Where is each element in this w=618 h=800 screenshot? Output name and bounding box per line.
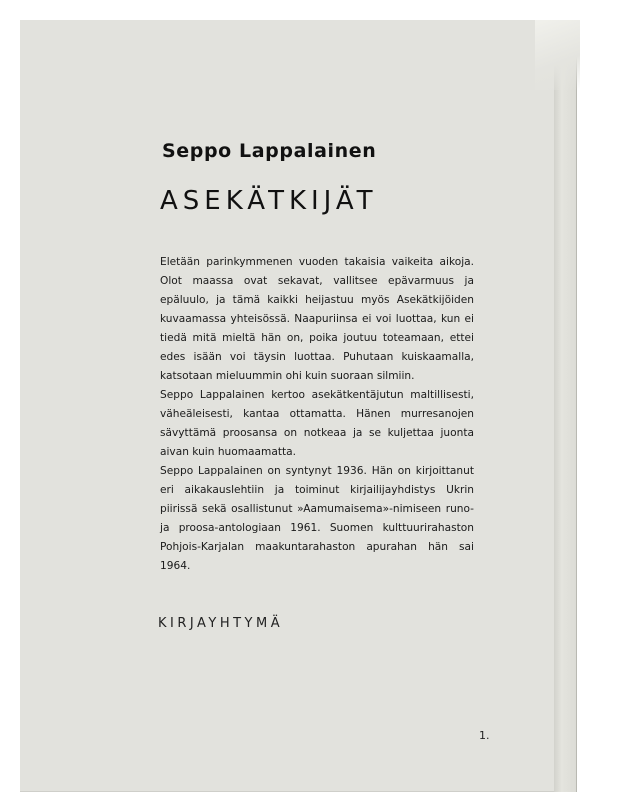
blurb-paragraph: Eletään parinkymmenen vuoden takaisia vaikeita aikoja. Olot maassa ovat sekavat, vallitsee epävarmuus ja epäluulo, ja tämä kaikki heijastuu myös Asekätkijöiden kuvaamassa yhteisössä. Naapuriinsa ei voi luottaa, kun ei tiedä mitä mieltä hän on, poika joutuu toteamaan, ettei edes isään voi täysin luottaa. Puhutaan kuiskaamalla, katsotaan mieluummin ohi kuin suoraan silmiin.: [160, 256, 474, 382]
blurb-text: [160, 253, 474, 576]
blurb-paragraph: Seppo Lappalainen kertoo asekätkentäjutun maltillisesti, väheäleisesti, kantaa ottamatta. Hänen murresanojen sävyttämä proosansa on notkeaa ja se kuljettaa juonta aivan kuin huomaamatta.: [160, 389, 474, 458]
publisher-name: KIRJAYHTYMÄ: [158, 616, 284, 631]
book-title: ASEKÄTKIJÄT: [160, 186, 378, 216]
cover-wear-mark: [535, 20, 580, 90]
blurb-paragraph: Seppo Lappalainen on syntynyt 1936. Hän on kirjoittanut eri aikakauslehtiin ja toiminut kirjailijayhdistys Ukrin piirissä sekä osallistunut »Aamumaisema»-nimiseen runo- ja proosa-antologiaan 1961. Suomen kulttuurirahaston Pohjois-Karjalan maakuntarahaston apurahan hän sai 1964.: [160, 465, 474, 572]
author-name: Seppo Lappalainen: [162, 140, 377, 162]
book-spine-edge: [554, 20, 577, 792]
page-number: 1.: [479, 729, 490, 742]
